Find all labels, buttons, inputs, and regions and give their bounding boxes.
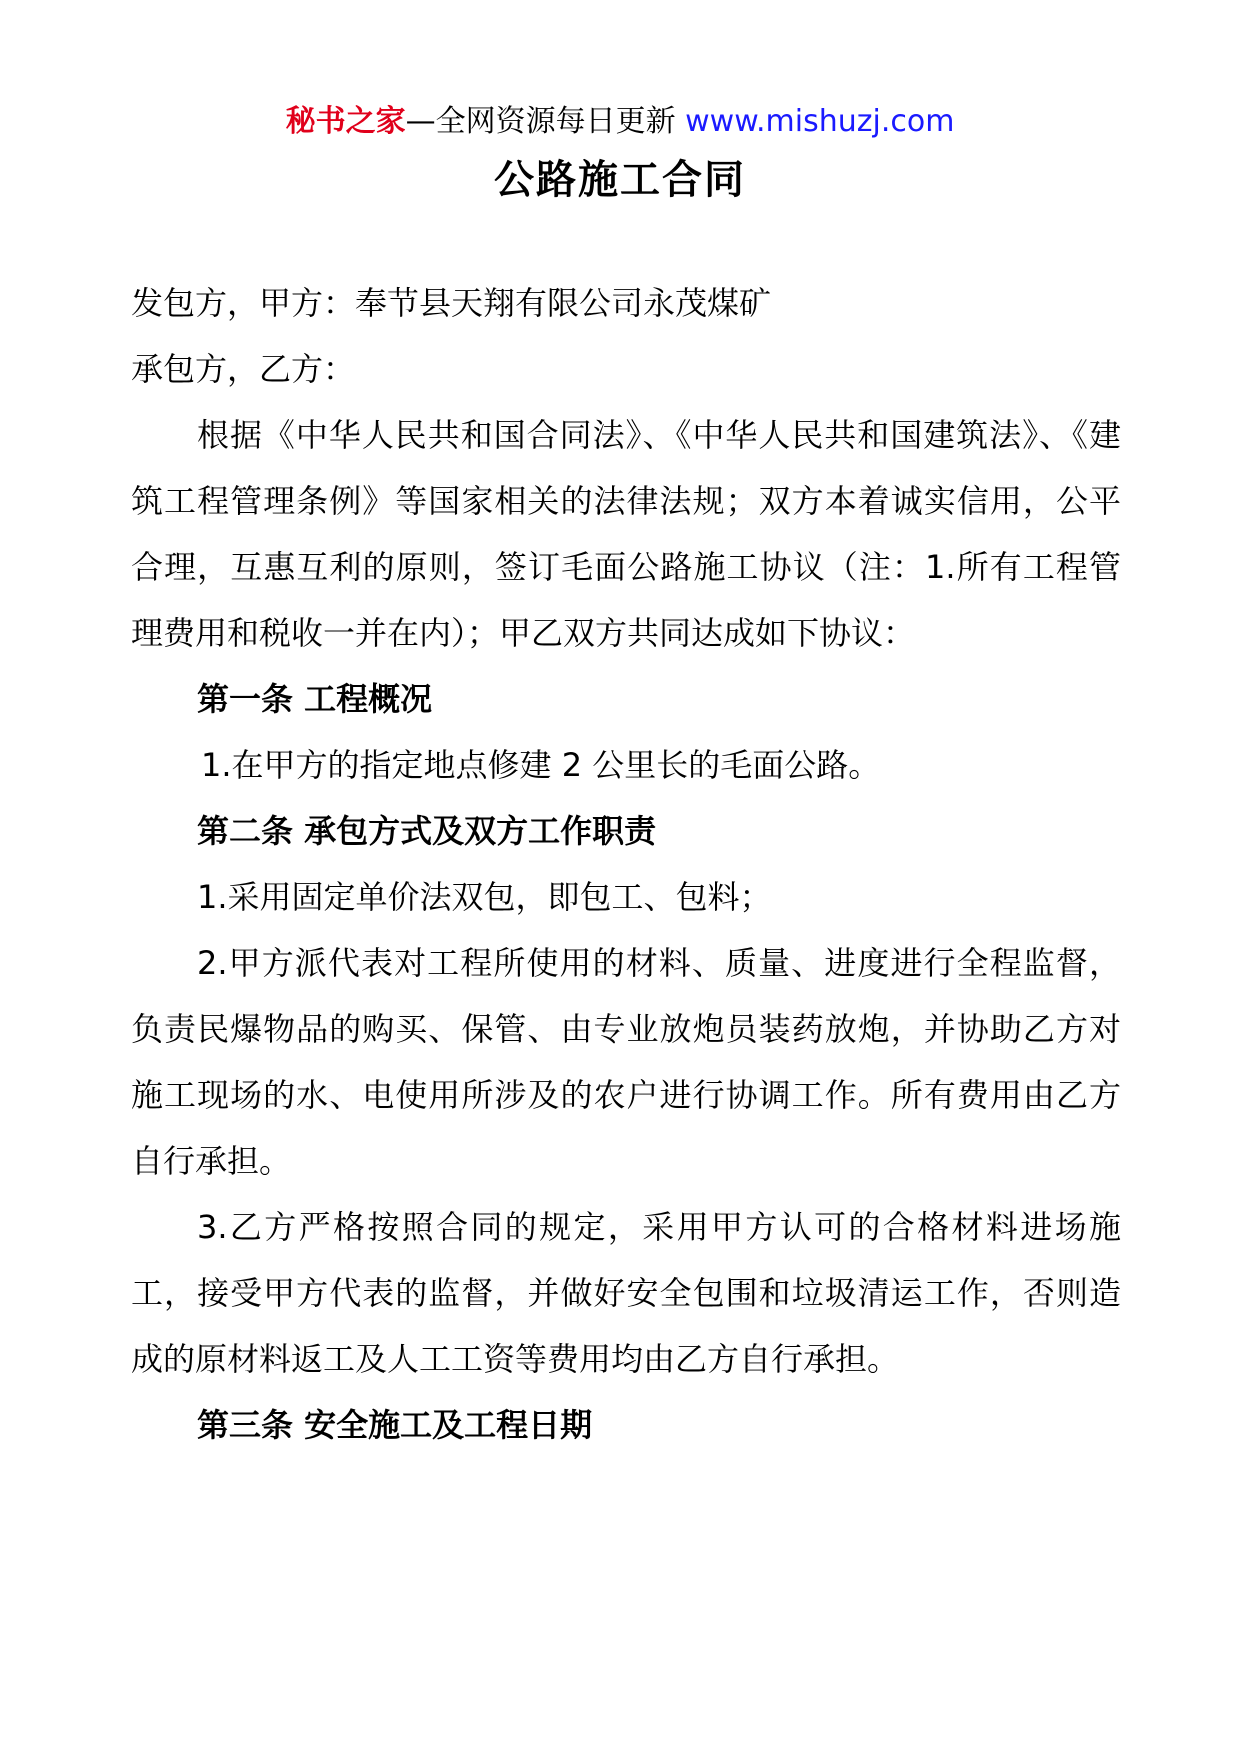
site-url[interactable]: www.mishuzj.com bbox=[685, 104, 955, 139]
brand-name: 秘书之家 bbox=[285, 104, 406, 139]
party-a-line: 发包方，甲方：奉节县天翔有限公司永茂煤矿 bbox=[131, 284, 772, 322]
article-1-heading: 第一条 工程概况 bbox=[197, 680, 433, 718]
party-b-line: 承包方，乙方： bbox=[131, 350, 356, 388]
article-3-heading: 第三条 安全施工及工程日期 bbox=[197, 1406, 593, 1444]
site-slogan: —全网资源每日更新 bbox=[405, 104, 686, 139]
document-title: 公路施工合同 bbox=[494, 157, 746, 203]
article-2-heading: 第二条 承包方式及双方工作职责 bbox=[197, 812, 657, 850]
article-2-item-3: 3.乙方严格按照合同的规定，采用甲方认可的合格材料进场施工，接受甲方代表的监督，并做好安全包围和垃圾清运工作，否则造成的原材料返工及人工工资等费用均由乙方自行承担。 bbox=[131, 1208, 1121, 1378]
document-body bbox=[131, 270, 1121, 1458]
article-1-item-1: 1.在甲方的指定地点修建 2 公里长的毛面公路。 bbox=[201, 746, 881, 784]
article-2-item-2: 2.甲方派代表对工程所使用的材料、质量、进度进行全程监督，负责民爆物品的购买、保管、由专业放炮员装药放炮，并协助乙方对施工现场的水、电使用所涉及的农户进行协调工作。所有费用由乙方自行承担。 bbox=[131, 944, 1121, 1180]
article-2-item-1: 1.采用固定单价法双包，即包工、包料； bbox=[197, 878, 772, 916]
site-header bbox=[0, 100, 1240, 144]
preamble-paragraph: 根据《中华人民共和国合同法》、《中华人民共和国建筑法》、《建筑工程管理条例》等国家相关的法律法规；双方本着诚实信用，公平合理，互惠互利的原则，签订毛面公路施工协议（注：1.所有工程管理费用和税收一并在内）；甲乙双方共同达成如下协议： bbox=[131, 416, 1121, 652]
